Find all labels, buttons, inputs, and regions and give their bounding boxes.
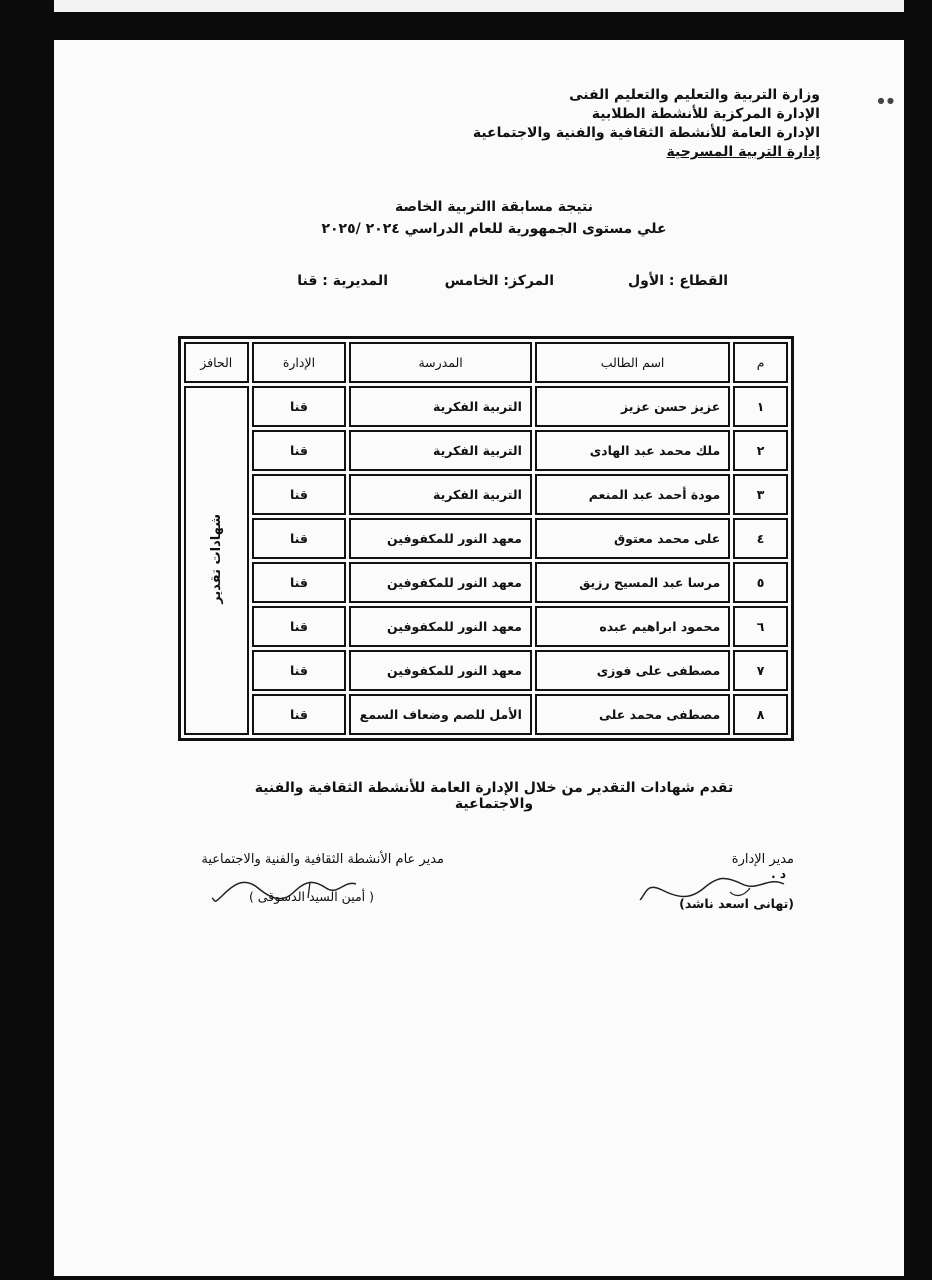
header-general-admin: الإدارة العامة للأنشطة الثقافية والفنية والاجتماعية: [472, 125, 820, 141]
cell-student: محمود ابراهيم عبده: [535, 606, 730, 647]
header-theater-admin: إدارة التربية المسرحية: [666, 144, 820, 160]
header-ministry: وزارة التربية والتعليم والتعليم الفنى: [569, 87, 820, 103]
award-text: شهادات تقدير: [208, 514, 224, 604]
signature-right-mark: د .: [771, 867, 786, 881]
cell-student: على محمد معتوق: [535, 518, 730, 559]
cell-student: مرسا عبد المسيح رزيق: [535, 562, 730, 603]
cell-admin: قنا: [252, 606, 347, 647]
handwritten-signature-left-icon: [210, 876, 360, 906]
cell-admin: قنا: [252, 386, 347, 427]
handwritten-signature-right-icon: [638, 874, 788, 906]
table-row: [184, 562, 788, 603]
document-page: [54, 40, 904, 1276]
signature-left-title: مدير عام الأنشطة الثقافية والفنية والاجتماعية: [201, 852, 444, 867]
header-student: اسم الطالب: [535, 342, 730, 383]
dot-mark-icon: ● ●: [877, 96, 894, 105]
cell-num: ٨: [733, 694, 788, 735]
table-row: [184, 430, 788, 471]
header-central-admin: الإدارة المركزية للأنشطة الطلابية: [591, 106, 820, 122]
cell-student: عزيز حسن عزيز: [535, 386, 730, 427]
signature-block-right: [594, 852, 794, 911]
cell-admin: قنا: [252, 650, 347, 691]
cell-student: ملك محمد عبد الهادى: [535, 430, 730, 471]
cell-student: مودة أحمد عبد المنعم: [535, 474, 730, 515]
cell-admin: قنا: [252, 694, 347, 735]
title-line-2: علي مستوى الجمهورية للعام الدراسي ٢٠٢٤ /٢٠٢٥: [321, 221, 667, 237]
header-award: الحافز: [184, 342, 249, 383]
table-row: [184, 694, 788, 735]
cell-school: معهد النور للمكفوفين: [349, 606, 531, 647]
cell-num: ١: [733, 386, 788, 427]
cell-school: التربية الفكرية: [349, 386, 531, 427]
table-row: [184, 474, 788, 515]
header-num: م: [733, 342, 788, 383]
header-admin: الإدارة: [252, 342, 347, 383]
table-row: [184, 650, 788, 691]
cell-num: ٧: [733, 650, 788, 691]
table-row: [184, 386, 788, 427]
cell-num: ٢: [733, 430, 788, 471]
cell-admin: قنا: [252, 562, 347, 603]
meta-sector: القطاع : الأول: [627, 273, 728, 289]
cell-student: مصطفى على فوزى: [535, 650, 730, 691]
cell-num: ٥: [733, 562, 788, 603]
title-line-1: نتيجة مسابقة االتربية الخاصة: [394, 199, 594, 215]
cell-admin: قنا: [252, 430, 347, 471]
table-header-row: [184, 342, 788, 383]
cell-student: مصطفى محمد على: [535, 694, 730, 735]
document-header: [420, 86, 820, 162]
cell-num: ٦: [733, 606, 788, 647]
table-row: [184, 606, 788, 647]
top-page-strip: [54, 0, 904, 12]
cell-school: الأمل للصم وضعاف السمع: [349, 694, 531, 735]
cell-num: ٤: [733, 518, 788, 559]
signature-block-left: [144, 852, 444, 904]
cell-award: [184, 386, 249, 735]
document-title: [294, 196, 694, 240]
footer-note: تقدم شهادات التقدير من خلال الإدارة العامة للأنشطة الثقافية والفنية والاجتماعية: [254, 780, 734, 812]
meta-directorate: المديرية : قنا: [297, 273, 388, 289]
cell-num: ٣: [733, 474, 788, 515]
signature-right-name: (تهانى اسعد ناشد): [679, 896, 794, 911]
cell-admin: قنا: [252, 474, 347, 515]
cell-school: معهد النور للمكفوفين: [349, 518, 531, 559]
cell-school: معهد النور للمكفوفين: [349, 650, 531, 691]
cell-school: التربية الفكرية: [349, 430, 531, 471]
signature-right-title: مدير الإدارة: [731, 852, 794, 867]
header-school: المدرسة: [349, 342, 531, 383]
meta-center: المركز: الخامس: [444, 273, 554, 289]
results-table: [178, 336, 794, 741]
cell-school: التربية الفكرية: [349, 474, 531, 515]
signature-left-name: ( أمين السيد الدسوقى ): [248, 889, 374, 904]
table-row: [184, 518, 788, 559]
cell-school: معهد النور للمكفوفين: [349, 562, 531, 603]
cell-admin: قنا: [252, 518, 347, 559]
